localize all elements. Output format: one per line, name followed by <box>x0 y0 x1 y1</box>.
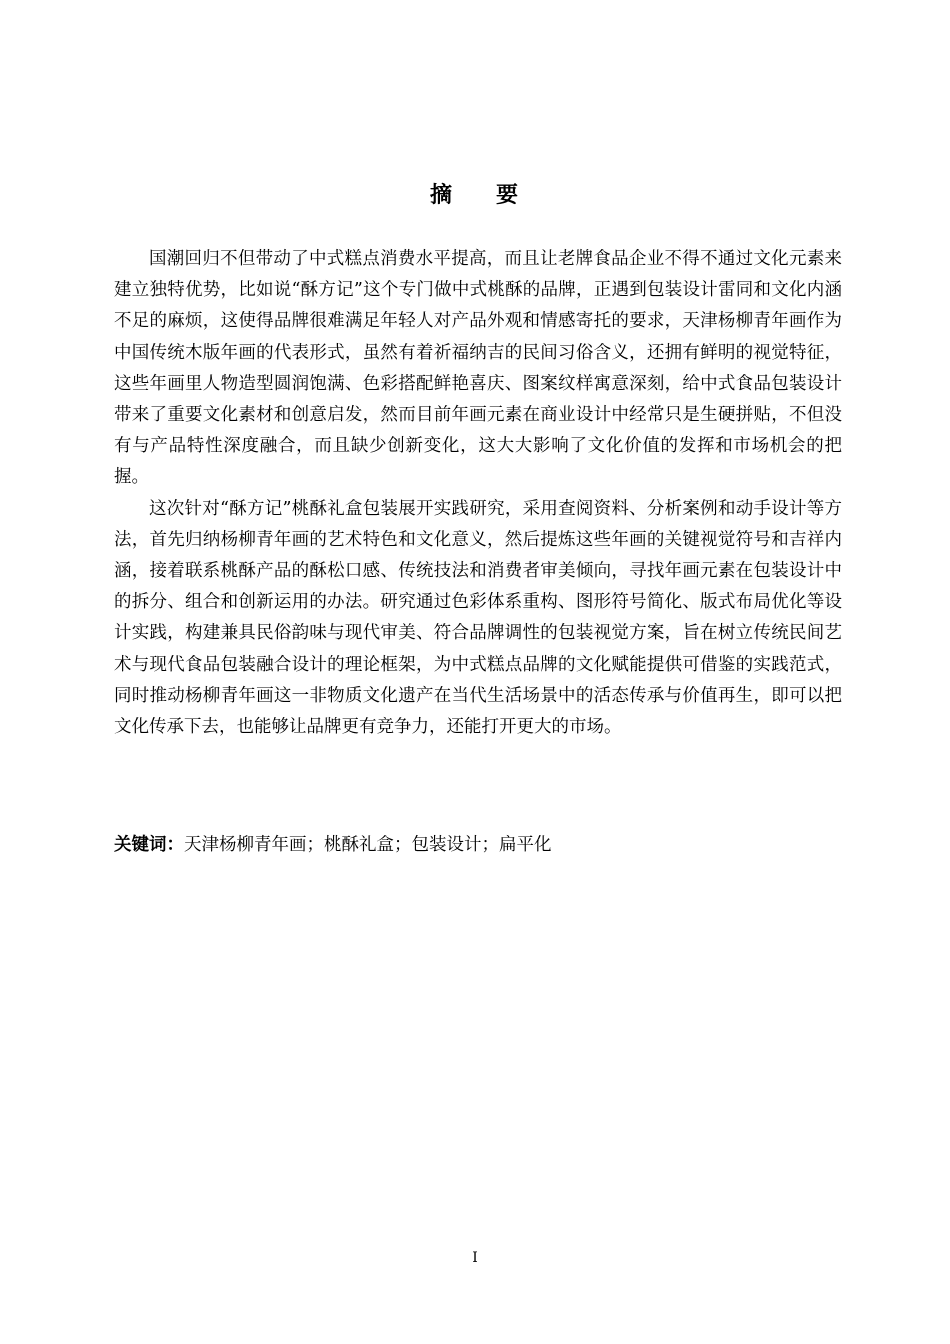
page-number: I <box>472 1250 478 1266</box>
keywords-line <box>114 830 842 860</box>
title-char-1: 摘 <box>429 183 454 208</box>
page-title <box>0 178 950 209</box>
abstract-paragraph-2: 这次针对“酥方记”桃酥礼盒包装展开实践研究，采用查阅资料、分析案例和动手设计等方法，首先归纳杨柳青年画的艺术特色和文化意义，然后提炼这些年画的关键视觉符号和吉祥内涵，接着联系桃酥产品的酥松口感、传统技法和消费者审美倾向，寻找年画元素在包装设计中的拆分、组合和创新运用的办法。研究通过色彩体系重构、图形符号简化、版式布局优化等设计实践，构建兼具民俗韵味与现代审美、符合品牌调性的包装视觉方案，旨在树立传统民间艺术与现代食品包装融合设计的理论框架，为中式糕点品牌的文化赋能提供可借鉴的实践范式，同时推动杨柳青年画这一非物质文化遗产在当代生活场景中的活态传承与价值再生，即可以把文化传承下去，也能够让品牌更有竞争力，还能打开更大的市场。 <box>114 498 842 738</box>
title-char-2: 要 <box>496 183 521 208</box>
abstract-paragraph-1: 国潮回归不但带动了中式糕点消费水平提高，而且让老牌食品企业不得不通过文化元素来建立独特优势，比如说“酥方记”这个专门做中式桃酥的品牌，正遇到包装设计雷同和文化内涵不足的麻烦，这使得品牌很难满足年轻人对产品外观和情感寄托的要求，天津杨柳青年画作为中国传统木版年画的代表形式，虽然有着祈福纳吉的民间习俗含义，还拥有鲜明的视觉特征，这些年画里人物造型圆润饱满、色彩搭配鲜艳喜庆、图案纹样寓意深刻，给中式食品包装设计带来了重要文化素材和创意启发，然而目前年画元素在商业设计中经常只是生硬拼贴，不但没有与产品特性深度融合，而且缺少创新变化，这大大影响了文化价值的发挥和市场机会的把握。 <box>114 249 842 488</box>
abstract-body <box>114 244 842 743</box>
keywords-label: 关键词： <box>114 835 184 855</box>
keywords-text: 天津杨柳青年画；桃酥礼盒；包装设计；扁平化 <box>184 835 552 855</box>
